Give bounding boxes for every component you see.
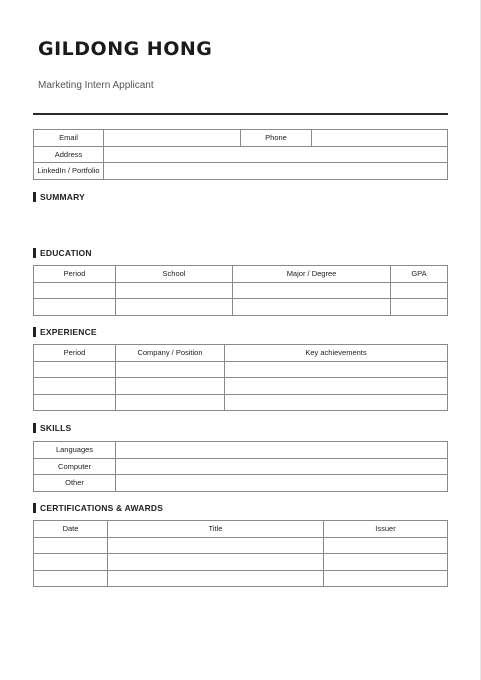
table-cell[interactable] <box>324 570 448 587</box>
section-title: SKILLS <box>40 423 72 433</box>
table-row <box>34 570 448 587</box>
header-divider <box>33 113 448 115</box>
address-field[interactable] <box>104 146 448 163</box>
section-title: EDUCATION <box>40 248 92 258</box>
section-marker <box>33 248 36 258</box>
table-row <box>34 361 448 378</box>
contact-table <box>33 129 448 180</box>
column-header: Company / Position <box>116 345 225 362</box>
table-cell[interactable] <box>116 378 225 395</box>
table-row <box>34 554 448 571</box>
skill-label-other: Other <box>34 475 116 492</box>
section-title: SUMMARY <box>40 192 85 202</box>
table-header-row <box>34 266 448 283</box>
table-cell[interactable] <box>108 570 324 587</box>
experience-table <box>33 344 448 411</box>
column-header: Major / Degree <box>233 266 391 283</box>
table-cell[interactable] <box>108 554 324 571</box>
table-row <box>34 458 448 475</box>
section-skills <box>33 423 71 433</box>
column-header: GPA <box>391 266 448 283</box>
email-field[interactable] <box>104 130 241 147</box>
table-cell[interactable] <box>225 378 448 395</box>
column-header: Title <box>108 521 324 538</box>
table-cell[interactable] <box>108 537 324 554</box>
linkedin-label: LinkedIn / Portfolio <box>34 163 104 180</box>
table-cell[interactable] <box>116 394 225 411</box>
contact-row-email-phone <box>34 130 448 147</box>
table-header-row <box>34 521 448 538</box>
table-cell[interactable] <box>34 299 116 316</box>
section-experience <box>33 327 97 337</box>
table-cell[interactable] <box>233 282 391 299</box>
column-header: Issuer <box>324 521 448 538</box>
section-marker <box>33 192 36 202</box>
email-label: Email <box>34 130 104 147</box>
table-row <box>34 537 448 554</box>
table-row <box>34 442 448 459</box>
column-header: Period <box>34 345 116 362</box>
table-cell[interactable] <box>34 570 108 587</box>
column-header: School <box>116 266 233 283</box>
section-title: CERTIFICATIONS & AWARDS <box>40 503 164 513</box>
table-cell[interactable] <box>116 299 233 316</box>
table-cell[interactable] <box>34 378 116 395</box>
skill-label-computer: Computer <box>34 458 116 475</box>
table-row <box>34 394 448 411</box>
table-cell[interactable] <box>34 537 108 554</box>
column-header: Period <box>34 266 116 283</box>
table-cell[interactable] <box>391 299 448 316</box>
section-marker <box>33 423 36 433</box>
languages-field[interactable] <box>116 442 448 459</box>
table-row <box>34 378 448 395</box>
table-cell[interactable] <box>233 299 391 316</box>
phone-field[interactable] <box>312 130 448 147</box>
table-row <box>34 282 448 299</box>
section-title: EXPERIENCE <box>40 327 97 337</box>
table-cell[interactable] <box>34 282 116 299</box>
skill-label-languages: Languages <box>34 442 116 459</box>
section-marker <box>33 327 36 337</box>
column-header: Date <box>34 521 108 538</box>
table-cell[interactable] <box>34 554 108 571</box>
phone-label: Phone <box>241 130 312 147</box>
applicant-name: GILDONG HONG <box>38 38 213 60</box>
column-header: Key achievements <box>225 345 448 362</box>
skills-table <box>33 441 448 492</box>
contact-row-linkedin <box>34 163 448 180</box>
section-marker <box>33 503 36 513</box>
table-row <box>34 299 448 316</box>
education-table <box>33 265 448 316</box>
table-cell[interactable] <box>34 394 116 411</box>
table-row <box>34 475 448 492</box>
table-cell[interactable] <box>391 282 448 299</box>
section-certifications <box>33 503 163 513</box>
table-cell[interactable] <box>324 537 448 554</box>
contact-row-address <box>34 146 448 163</box>
table-cell[interactable] <box>225 361 448 378</box>
section-education <box>33 248 92 258</box>
table-cell[interactable] <box>225 394 448 411</box>
address-label: Address <box>34 146 104 163</box>
table-cell[interactable] <box>324 554 448 571</box>
section-summary <box>33 192 85 202</box>
certifications-table <box>33 520 448 587</box>
other-field[interactable] <box>116 475 448 492</box>
table-cell[interactable] <box>34 361 116 378</box>
computer-field[interactable] <box>116 458 448 475</box>
applicant-role: Marketing Intern Applicant <box>38 80 154 91</box>
linkedin-field[interactable] <box>104 163 448 180</box>
table-cell[interactable] <box>116 361 225 378</box>
table-header-row <box>34 345 448 362</box>
table-cell[interactable] <box>116 282 233 299</box>
